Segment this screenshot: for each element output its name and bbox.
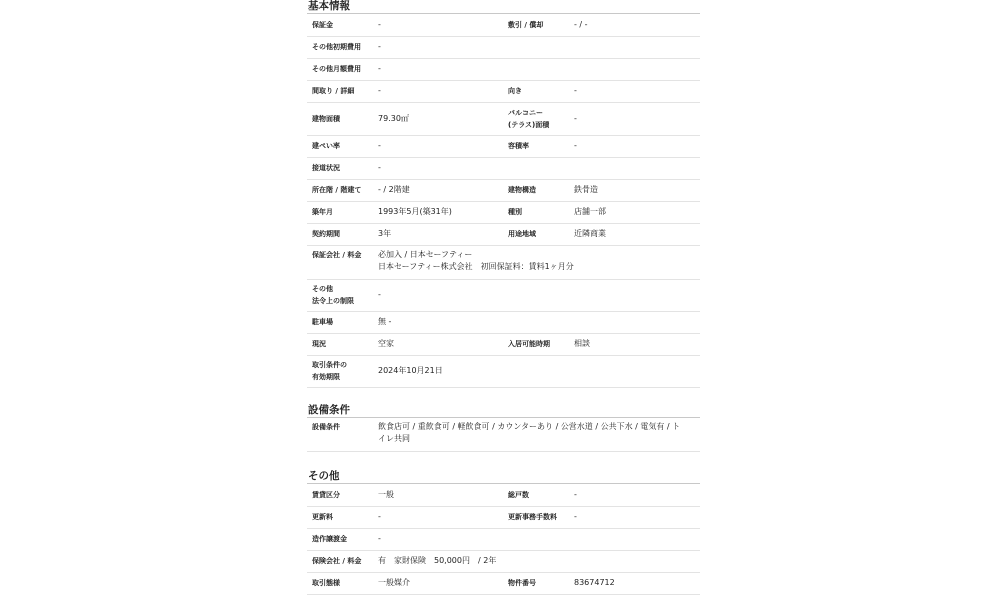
row-value: 空家 xyxy=(374,333,503,355)
table-row xyxy=(307,58,700,80)
row-label: 種別 xyxy=(503,201,570,223)
table-row xyxy=(307,80,700,102)
table-row xyxy=(307,135,700,157)
row-label xyxy=(307,355,374,387)
table-row xyxy=(307,355,700,387)
row-value: - xyxy=(374,14,503,36)
row-label: 賃貸区分 xyxy=(307,484,374,506)
row-label xyxy=(503,102,570,135)
row-value: - xyxy=(374,279,700,311)
row-value: - xyxy=(374,506,503,528)
row-label: 保険会社 / 料金 xyxy=(307,550,374,572)
table-row xyxy=(307,550,700,572)
row-label: 取引態様 xyxy=(307,572,374,594)
row-label: 現況 xyxy=(307,333,374,355)
basic-info-table xyxy=(307,14,700,388)
row-value: - xyxy=(570,80,700,102)
row-label: 更新事務手数料 xyxy=(503,506,570,528)
row-value: 店舗一部 xyxy=(570,201,700,223)
row-label: 造作譲渡金 xyxy=(307,528,374,550)
row-value: 3年 xyxy=(374,223,503,245)
row-value: - / - xyxy=(570,14,700,36)
row-value-line: 日本セーフティー株式会社 初回保証料：賃料1ヶ月分 xyxy=(378,261,574,271)
row-label: 向き xyxy=(503,80,570,102)
row-value-line: イレ共同 xyxy=(378,433,410,443)
table-row xyxy=(307,102,700,135)
row-label-line: 有効期限 xyxy=(312,373,340,381)
table-row xyxy=(307,528,700,550)
table-row xyxy=(307,311,700,333)
row-label: 用途地域 xyxy=(503,223,570,245)
equipment-table xyxy=(307,418,700,453)
row-label: 容積率 xyxy=(503,135,570,157)
property-details xyxy=(307,0,700,595)
table-row xyxy=(307,245,700,279)
row-label: 建物面積 xyxy=(307,102,374,135)
row-value: - xyxy=(570,102,700,135)
row-value: - xyxy=(374,135,503,157)
row-value: - xyxy=(374,80,503,102)
table-row xyxy=(307,484,700,506)
row-value: 有 家財保険 50,000円 / 2年 xyxy=(374,550,700,572)
row-value xyxy=(374,418,700,452)
row-label: 接道状況 xyxy=(307,157,374,179)
row-label: 入居可能時期 xyxy=(503,333,570,355)
table-row xyxy=(307,36,700,58)
row-value-line: 必加入 / 日本セーフティー xyxy=(378,249,473,259)
row-value: - xyxy=(570,135,700,157)
row-value: - xyxy=(374,58,700,80)
row-value: - xyxy=(570,484,700,506)
section-title-other: その他 xyxy=(307,470,700,484)
table-row xyxy=(307,157,700,179)
row-value: 相談 xyxy=(570,333,700,355)
table-row xyxy=(307,223,700,245)
row-value: - xyxy=(374,157,700,179)
row-label xyxy=(307,279,374,311)
row-value: - / 2階建 xyxy=(374,179,503,201)
row-label-line: 法令上の制限 xyxy=(312,297,354,305)
other-table xyxy=(307,484,700,595)
row-label: 駐車場 xyxy=(307,311,374,333)
row-label: 敷引 / 償却 xyxy=(503,14,570,36)
row-value: 鉄骨造 xyxy=(570,179,700,201)
section-title-equipment: 設備条件 xyxy=(307,404,700,418)
table-row xyxy=(307,506,700,528)
row-label-line: バルコニー xyxy=(508,108,543,117)
row-value: - xyxy=(374,528,700,550)
table-row xyxy=(307,179,700,201)
section-title-basic: 基本情報 xyxy=(307,0,700,14)
table-row xyxy=(307,279,700,311)
row-label: 保証金 xyxy=(307,14,374,36)
row-value: - xyxy=(570,506,700,528)
table-row xyxy=(307,572,700,594)
table-row xyxy=(307,201,700,223)
row-value: 無 - xyxy=(374,311,700,333)
row-value xyxy=(374,245,700,279)
table-row xyxy=(307,418,700,452)
row-label: 設備条件 xyxy=(307,418,374,452)
row-label: 保証会社 / 料金 xyxy=(307,245,374,279)
row-value: 一般 xyxy=(374,484,503,506)
row-value: 1993年5月(築31年) xyxy=(374,201,503,223)
row-label-line: (テラス)面積 xyxy=(508,120,550,129)
row-label: その他初期費用 xyxy=(307,36,374,58)
row-label: 間取り / 詳細 xyxy=(307,80,374,102)
row-label: 更新料 xyxy=(307,506,374,528)
row-label: 契約期間 xyxy=(307,223,374,245)
row-value: 2024年10月21日 xyxy=(374,355,700,387)
row-value: 79.30㎡ xyxy=(374,102,503,135)
row-label: 築年月 xyxy=(307,201,374,223)
row-label: 建ぺい率 xyxy=(307,135,374,157)
row-value: - xyxy=(374,36,700,58)
row-value-line: 飲食店可 / 重飲食可 / 軽飲食可 / カウンターあり / 公営水道 / 公共下水 / 電気有 / ト xyxy=(378,421,681,431)
row-label: 所在階 / 階建て xyxy=(307,179,374,201)
row-label: 総戸数 xyxy=(503,484,570,506)
row-label: その他月額費用 xyxy=(307,58,374,80)
row-value: 一般媒介 xyxy=(374,572,503,594)
row-label-line: 取引条件の xyxy=(312,361,347,369)
row-value: 近隣商業 xyxy=(570,223,700,245)
row-value: 83674712 xyxy=(570,572,700,594)
row-label: 物件番号 xyxy=(503,572,570,594)
row-label: 建物構造 xyxy=(503,179,570,201)
table-row xyxy=(307,14,700,36)
table-row xyxy=(307,333,700,355)
row-label-line: その他 xyxy=(312,285,333,293)
